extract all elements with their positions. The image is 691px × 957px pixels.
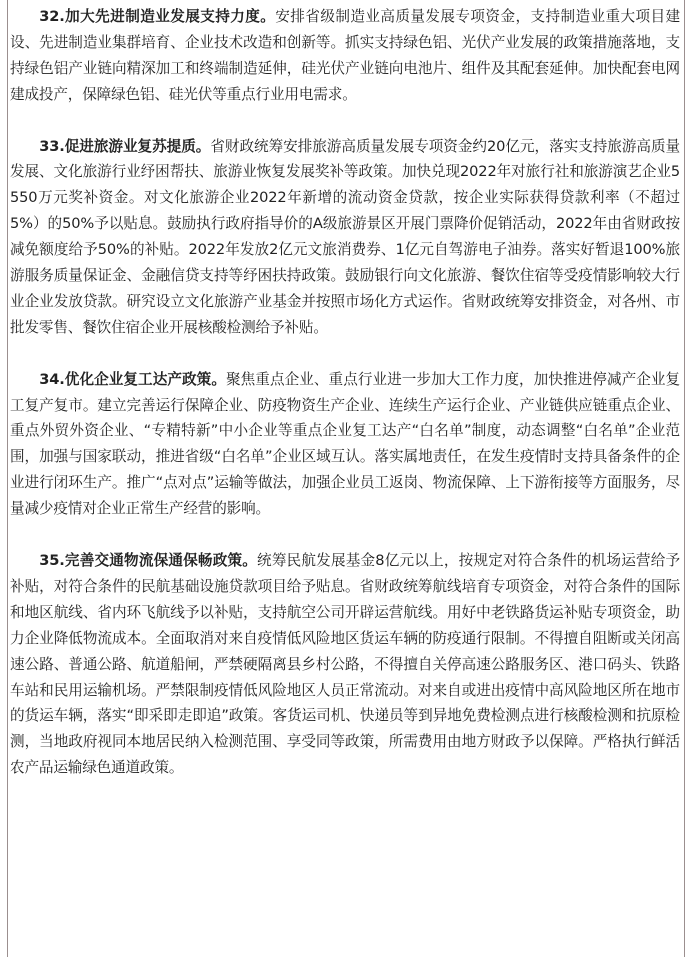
policy-item-heading: 33.促进旅游业复苏提质。 [39,137,211,155]
policy-item-heading: 34.优化企业复工达产政策。 [39,370,226,388]
policy-item-text: 统筹民航发展基金8亿元以上，按规定对符合条件的机场运营给予补贴，对符合条件的民航基础设施贷款项目给予贴息。省财政统筹航线培育专项资金，对符合条件的国际和地区航线、省内环飞航线予以补贴，支持航空公司开辟运营航线。用好中老铁路货运补贴专项资金，助力企业降低物流成本。全面取消对来自疫情低风险地区货运车辆的防疫通行限制。不得擅自阻断或关闭高速公路、普通公路、航道船闸，严禁硬隔离县乡村公路，不得擅自关停高速公路服务区、港口码头、铁路车站和民用运输机场。严禁限制疫情低风险地区人员正常流动。对来自或进出疫情中高风险地区所在地市的货运车辆，落实“即采即走即追”政策。客货运司机、快递员等到异地免费检测点进行核酸检测和抗原检测，当地政府视同本地居民纳入检测范围、享受同等政策，所需费用由地方财政予以保障。严格执行鲜活农产品运输绿色通道政策。 [10,551,680,777]
paragraph-spacer [10,341,680,367]
policy-item-text: 省财政统筹安排旅游高质量发展专项资金约20亿元，落实支持旅游高质量发展、文化旅游行业纾困帮扶、旅游业恢复发展奖补等政策。加快兑现2022年对旅行社和旅游演艺企业5550万元奖补资金。对文化旅游企业2022年新增的流动资金贷款，按企业实际获得贷款利率（不超过5%）的50%予以贴息。鼓励执行政府指导价的A级旅游景区开展门票降价促销活动，2022年由省财政按减免额度给予50%的补贴。2022年发放2亿元文旅消费券、1亿元自驾游电子油券。落实好暂退100%旅游服务质量保证金、金融信贷支持等纾困扶持政策。鼓励银行向文化旅游、餐饮住宿等受疫情影响较大行业企业发放贷款。研究设立文化旅游产业基金并按照市场化方式运作。省财政统筹安排资金，对各州、市批发零售、餐饮住宿企业开展核酸检测给予补贴。 [10,137,681,336]
policy-item-32 [10,4,680,108]
paragraph-spacer [10,522,680,548]
policy-item-text: 聚焦重点企业、重点行业进一步加大工作力度，加快推进停减产企业复工复产复市。建立完善运行保障企业、防疫物资生产企业、连续生产运行企业、产业链供应链重点企业、重点外贸外资企业、“专精特新”中小企业等重点企业复工达产“白名单”制度，动态调整“白名单”企业范围，加强与国家联动，推进省级“白名单”企业区域互认。落实属地责任，在发生疫情时支持具备条件的企业进行闭环生产。推广“点对点”运输等做法，加强企业员工返岗、物流保障、上下游衔接等方面服务，尽量减少疫情对企业正常生产经营的影响。 [10,370,680,518]
policy-item-text: 安排省级制造业高质量发展专项资金，支持制造业重大项目建设、先进制造业集群培育、企业技术改造和创新等。抓实支持绿色铝、光伏产业发展的政策措施落地，支持绿色铝产业链向精深加工和终端制造延伸，硅光伏产业链向电池片、组件及其配套延伸。加快配套电网建成投产，保障绿色铝、硅光伏等重点行业用电需求。 [10,8,680,103]
right-border-line [684,0,685,957]
policy-item-heading: 35.完善交通物流保通保畅政策。 [39,551,258,569]
left-border-line [7,0,8,957]
paragraph-spacer [10,108,680,134]
policy-item-33 [10,134,680,341]
policy-item-35 [10,548,680,781]
policy-item-heading: 32.加大先进制造业发展支持力度。 [39,8,276,25]
document-body [10,4,680,781]
policy-item-34 [10,367,680,522]
